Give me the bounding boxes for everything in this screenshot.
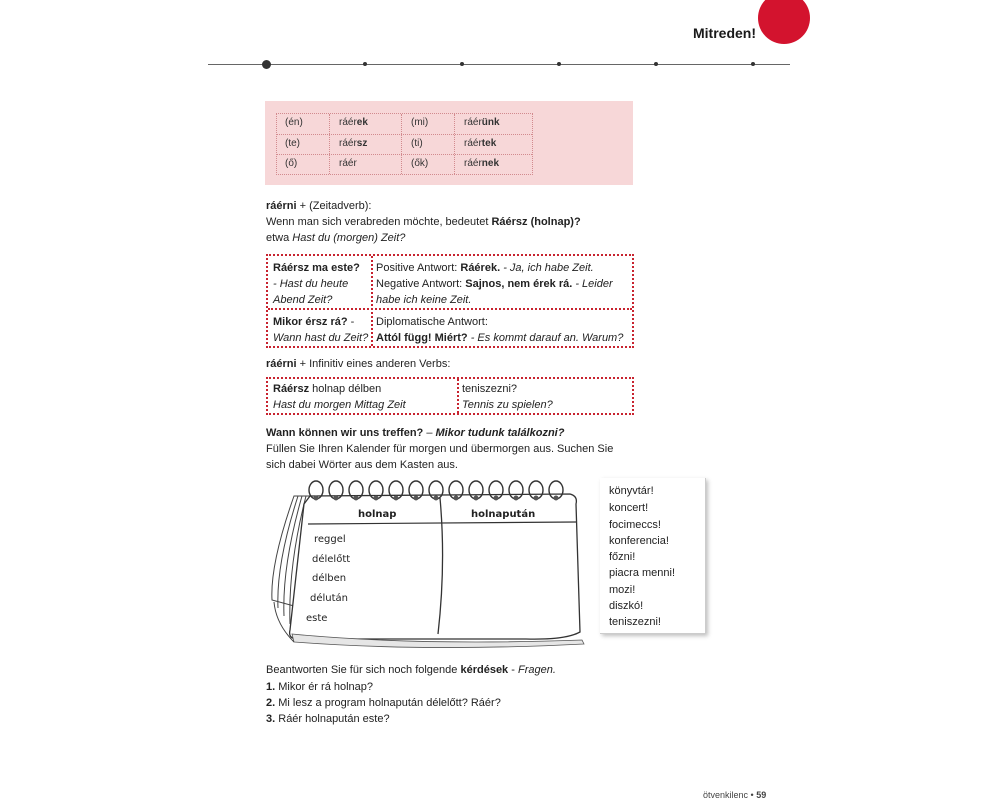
word-item: focimeccs! [609,519,661,531]
pronoun: (te) [285,138,300,149]
answer-diplomatic: Diplomatische Antwort: [376,316,488,328]
word-item: teniszezni! [609,616,661,628]
conjugation-row [277,134,532,155]
word-item: főzni! [609,551,636,563]
question-cell: Ráérsz ma este? [273,262,360,274]
pronoun: (mi) [411,117,429,128]
conjugation-row [277,114,532,134]
exercise-instruction: Füllen Sie Ihren Kalender für morgen und übermorgen aus. Suchen Sie [266,443,614,455]
example-german: Tennis zu spielen? [462,399,553,411]
intro-heading: ráérni + (Zeitadverb): [266,200,372,212]
calendar-column-header: holnapután [471,509,536,520]
conjugation-row [277,154,532,175]
answer-table [266,254,634,348]
infinitive-heading: ráérni + Infinitiv eines anderen Verbs: [266,358,451,370]
word-item: piacra menni! [609,567,676,579]
question-translation: Wann hast du Zeit? [273,332,369,344]
pronoun: (ők) [411,158,429,169]
question-item: 3. Ráér holnapután este? [266,713,390,725]
table-divider [371,256,373,346]
answer-diplomatic-text: Attól függ! Miért? - Es kommt darauf an. Warum? [376,332,624,344]
verb-form: ráér [339,158,357,169]
example-table [266,377,634,415]
word-box [600,478,706,634]
word-item: diszkó! [609,600,644,612]
verb-form: ráértek [464,138,497,149]
example-german: Hast du morgen Mittag Zeit [273,399,406,411]
rule-dot [262,60,271,69]
verb-form: ráérek [339,117,368,128]
word-item: koncert! [609,502,649,514]
verb-form: ráérnek [464,158,500,169]
rule-dot [557,62,561,66]
intro-line: Wenn man sich verabreden möchte, bedeutet Ráérsz (holnap)? [266,216,581,228]
calendar-row-label: délben [312,573,347,584]
table-divider [457,379,459,413]
pronoun: (ti) [411,138,423,149]
chapter-tab [758,0,810,44]
word-item: könyvtár! [609,485,654,497]
calendar-illustration [266,474,596,650]
verb-form: ráérsz [339,138,368,149]
rule-dot [460,62,464,66]
question-cell: Mikor érsz rá? - [273,316,355,328]
pronoun: (én) [285,117,303,128]
page-number: ötvenkilenc • 59 [703,790,767,800]
question-item: 1. Mikor ér rá holnap? [266,681,374,693]
word-item: mozi! [609,584,636,596]
conjugation-table [276,113,533,175]
rule-dot [654,62,658,66]
rule-dot [751,62,755,66]
pronoun: (ő) [285,158,298,169]
calendar-row-label: délelőtt [312,554,351,565]
calendar-row-label: reggel [314,534,346,545]
table-divider [268,308,632,310]
calendar-row-label: délután [310,593,349,604]
questions-intro: Beantworten Sie für sich noch folgende kérdések - Fragen. [266,664,556,676]
example-hungarian: teniszezni? [462,383,518,395]
calendar-column-header: holnap [358,509,397,520]
header-rule [208,64,790,65]
page-header-title: Mitreden! [693,25,756,41]
intro-line: etwa Hast du (morgen) Zeit? [266,232,406,244]
rule-dot [363,62,367,66]
exercise-instruction: sich dabei Wörter aus dem Kasten aus. [266,459,458,471]
answer-negative-cont: habe ich keine Zeit. [376,294,472,306]
verb-form: ráérünk [464,117,500,128]
calendar-row-label: este [306,613,328,624]
answer-negative: Negative Antwort: Sajnos, nem érek rá. - Leider [376,278,613,290]
question-translation: Abend Zeit? [273,294,333,306]
answer-positive: Positive Antwort: Ráérek. - Ja, ich habe Zeit. [376,262,594,274]
word-item: konferencia! [609,535,669,547]
exercise-title: Wann können wir uns treffen? – Mikor tudunk találkozni? [266,427,565,439]
example-hungarian: Ráérsz holnap délben [273,383,382,395]
question-translation: - Hast du heute [273,278,349,290]
question-item: 2. Mi lesz a program holnapután délelőtt? Ráér? [266,697,501,709]
